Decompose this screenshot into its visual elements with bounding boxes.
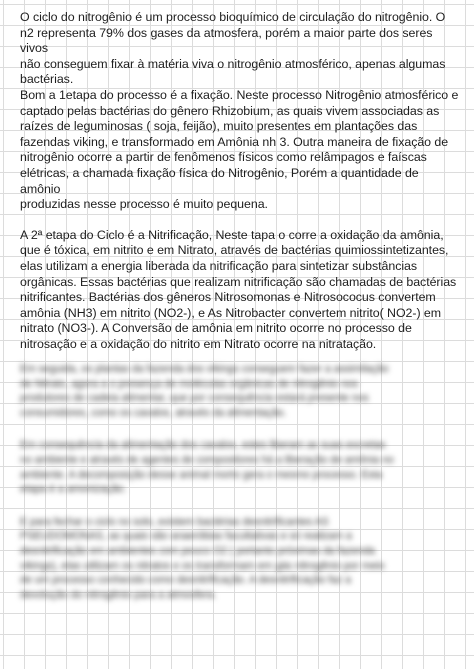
blurred-content bbox=[20, 362, 460, 602]
paragraph-assimilation: Em seguida, os plantas da fazenda dos vikings conseguem fazer a assimilação de Nitrato, agora a o presença de moléculas orgânicas de nitrogênio nos produtores de cadeia alimentar, que por consequência estará presente nos consumidores, como os cavalos, através da alimentação. bbox=[20, 363, 389, 419]
paragraph-fixation: O ciclo do nitrogênio é um processo bioquímico de circulação do nitrogênio. O n2 representa 79% dos gases da atmosfera, porém a maior parte dos seres vivos não conseguem fixar à matéria viva o nitrogênio atmosférico, apenas algumas bactérias. Bom a 1etapa do processo é a fixação. Neste processo Nitrogênio atmosférico e captado pelas bactérias do gênero Rhizobium, as quais vivem associadas as raízes de leguminosas ( soja, feijão), muito presentes em plantações das fazendas viking, e transformado em Amônia nh 3. Outra maneira de fixação de nitrogênio ocorre a partir de fenômenos físicos como relâmpagos e faíscas elétricas, a chamada fixação física do Nitrogênio, Porém a quantidade de amônio produzidas nesse processo é muito pequena. bbox=[20, 10, 459, 212]
paragraph-denitrification: E para fechar o ciclo no solo, existem bactérias desnitrificantes AS PSEUDOMONAS, as quais são anaeróbias facultativas e só realizam a desnitrificação em ambientes com pouco O2 ( portanto próximas da fazenda vikings), elas utilizam os nitratos e os transformam em gás nitrogênio por meio de um processo conhecido como desnitrificação. A desnitrificação faz a devolução do nitrogênio para a atmosfera. bbox=[20, 515, 385, 601]
paragraph-ammonification: Em consequência da alimentação dos cavalos, estes liberam as suas excretas no ambiente e através de agentes de compositores há a liberação de amônia no ambiente. A decomposição desse animal morto gera o mesmo processo. Esta etapa é a amonização. bbox=[20, 439, 394, 496]
document-body bbox=[20, 10, 460, 352]
paragraph-nitrification: A 2ª etapa do Ciclo é a Nitrificação, Neste tapa o corre a oxidação da amônia, que é tóxica, em nitrito e em Nitrato, através de bactérias quimiossintetizantes, elas utilizam a energia liberada da nitrificação para sintetizar substâncias orgânicas. Essas bactérias que realizam nitrificação são chamadas de bactérias nitrificantes. Bactérias dos gêneros Nitrosomonas e Nitrosococus convertem amônia (NH3) em nitrito (NO2-), e As Nitrobacter convertem nitrito( NO2-) em nitrato (NO3-). A Conversão de amônia em nitrito ocorre no processo de nitrosação e a oxidação do nitrito em Nitrato ocorre na nitratação. bbox=[20, 227, 457, 351]
